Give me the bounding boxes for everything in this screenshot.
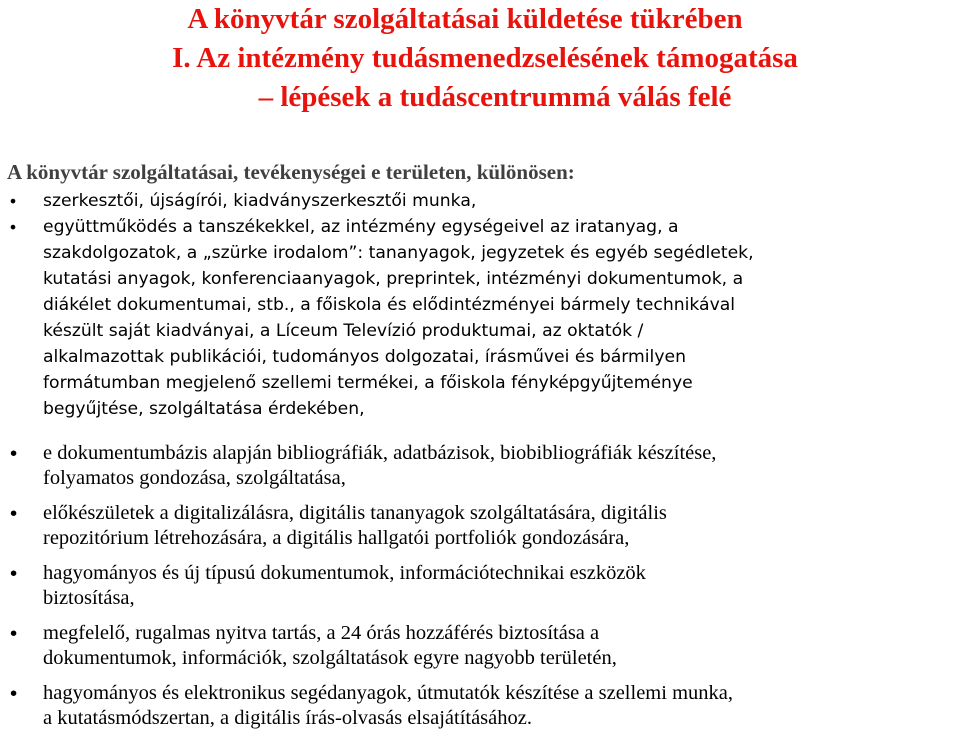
list-item xyxy=(0,188,960,214)
list-item xyxy=(0,501,960,551)
bullet-icon: • xyxy=(10,191,17,211)
intro-heading: A könyvtár szolgáltatásai, tevékenységei e területen, különösen: xyxy=(7,160,575,184)
bullet-icon: • xyxy=(10,562,18,585)
list-item-text: megfelelő, rugalmas nyitva tartás, a 24 órás hozzáférés biztosítása a dokumentumok, információk, szolgáltatások egyre nagyobb területén, xyxy=(43,622,617,669)
title-line-2: I. Az intézmény tudásmenedzselésének támogatása xyxy=(172,42,798,74)
bullet-icon: • xyxy=(10,502,18,525)
list-item xyxy=(0,214,960,422)
list-item-text: e dokumentumbázis alapján bibliográfiák, adatbázisok, biobibliográfiák készítése, folyamatos gondozása, szolgáltatása, xyxy=(43,442,717,489)
title-block xyxy=(0,0,960,117)
bullet-icon: • xyxy=(10,622,18,645)
list-item-text: hagyományos és elektronikus segédanyagok, útmutatók készítése a szellemi munka, a kutatásmódszertan, a digitális írás-olvasás elsajátításához. xyxy=(43,682,733,729)
title-line-1: A könyvtár szolgáltatásai küldetése tükrében xyxy=(187,3,743,35)
bullet-icon: • xyxy=(10,442,18,465)
list-item xyxy=(0,621,960,671)
list-item xyxy=(0,681,960,731)
list-item-text: hagyományos és új típusú dokumentumok, információtechnikai eszközök biztosítása, xyxy=(43,562,646,609)
list-item-text: szerkesztői, újságírói, kiadványszerkesztői munka, xyxy=(43,191,477,211)
title-line-3: – lépések a tudáscentrummá válás felé xyxy=(258,81,732,113)
list-item xyxy=(0,561,960,611)
list-item-text: előkészületek a digitalizálásra, digitális tananyagok szolgáltatására, digitális repozitórium létrehozására, a digitális hallgatói portfoliók gondozására, xyxy=(43,502,667,549)
bullet-list-bottom xyxy=(0,441,960,741)
list-item xyxy=(0,441,960,491)
bullet-icon: • xyxy=(10,682,18,705)
list-item-text: együttműködés a tanszékekkel, az intézmény egységeivel az iratanyag, a szakdolgozatok, a „szürke irodalom”: tananyagok, jegyzetek és egyéb segédletek, kutatási anyagok, konferenciaanyagok, preprintek, intézményi dokumentumok, a diákélet dokumentumai, stb., a főiskola és elődintézményei bármely technikával készült saját kiadványai, a Líceum Televízió produktumai, az oktatók / alkalmazottak publikációi, tudományos dolgozatai, írásművei és bármilyen formátumban megjelenő szellemi termékei, a főiskola fényképgyűjteménye begyűjtése, szolgáltatása érdekében, xyxy=(43,217,754,419)
bullet-icon: • xyxy=(10,217,17,237)
bullet-list-top xyxy=(0,188,960,422)
